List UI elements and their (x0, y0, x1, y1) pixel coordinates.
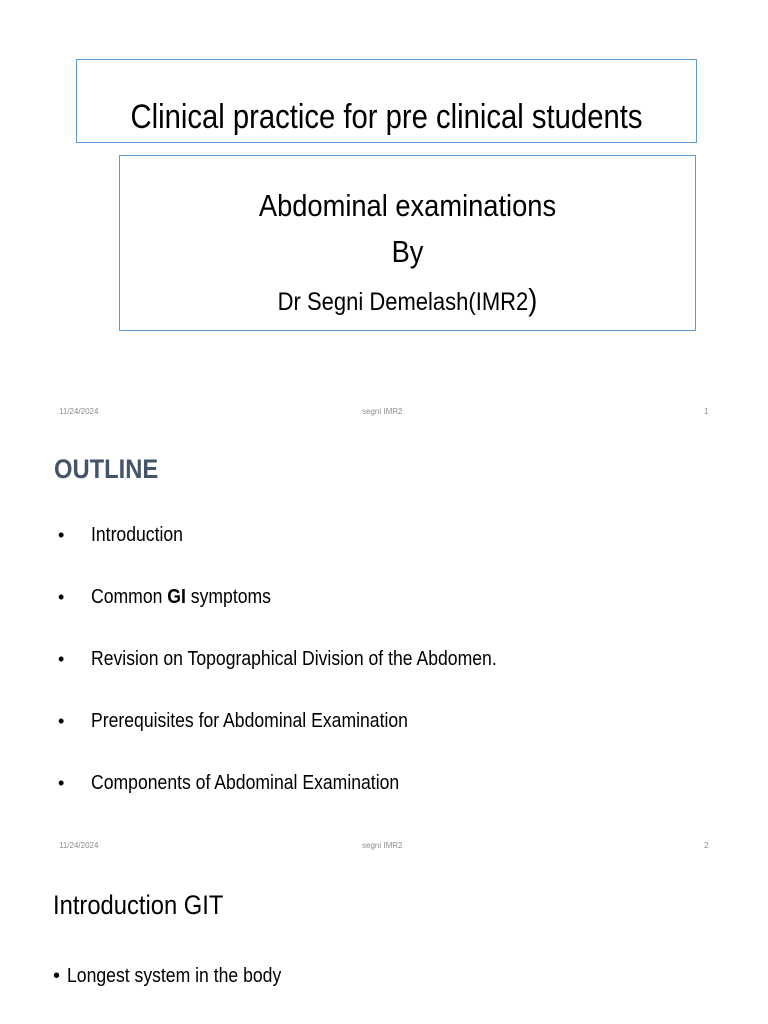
intro-heading: Introduction GIT (53, 890, 224, 920)
subtitle-box (119, 155, 696, 331)
footer-center: segni IMR2 (362, 407, 403, 416)
list-item (58, 522, 552, 584)
footer-page-number: 2 (704, 841, 709, 850)
bullet-icon: • (58, 649, 65, 669)
item-text: Components of Abdominal Examination (91, 772, 400, 794)
list-item (58, 584, 552, 646)
item-text: Longest system in the body (67, 965, 282, 987)
title-box (76, 59, 697, 143)
footer-center: segni IMR2 (362, 841, 403, 850)
item-text: Common (91, 586, 168, 608)
item-text-post: symptoms (185, 586, 271, 608)
list-item (53, 965, 310, 988)
list-item (58, 770, 552, 832)
footer-page-number: 1 (704, 407, 709, 416)
bullet-icon: • (58, 711, 65, 731)
outline-heading: OUTLINE (54, 454, 159, 484)
subtitle-by: By (391, 234, 424, 269)
slide-title: Clinical practice for pre clinical students (130, 98, 643, 136)
author-paren: ) (528, 282, 538, 317)
bullet-icon: • (58, 587, 65, 607)
subtitle-topic: Abdominal examinations (258, 188, 557, 223)
item-text: Revision on Topographical Division of the Abdomen. (91, 648, 497, 670)
author-main: Dr Segni Demelash(IMR2 (277, 288, 529, 316)
bullet-icon: • (53, 965, 61, 987)
item-text: Prerequisites for Abdominal Examination (91, 710, 408, 732)
item-bold: GI (167, 586, 186, 608)
item-text: Introduction (91, 524, 183, 546)
list-item (58, 646, 552, 708)
author-name (155, 282, 661, 318)
bullet-icon: • (58, 525, 65, 545)
footer-date: 11/24/2024 (59, 841, 99, 850)
bullet-icon: • (58, 773, 65, 793)
outline-list (58, 522, 552, 832)
list-item (58, 708, 552, 770)
footer-date: 11/24/2024 (59, 407, 99, 416)
